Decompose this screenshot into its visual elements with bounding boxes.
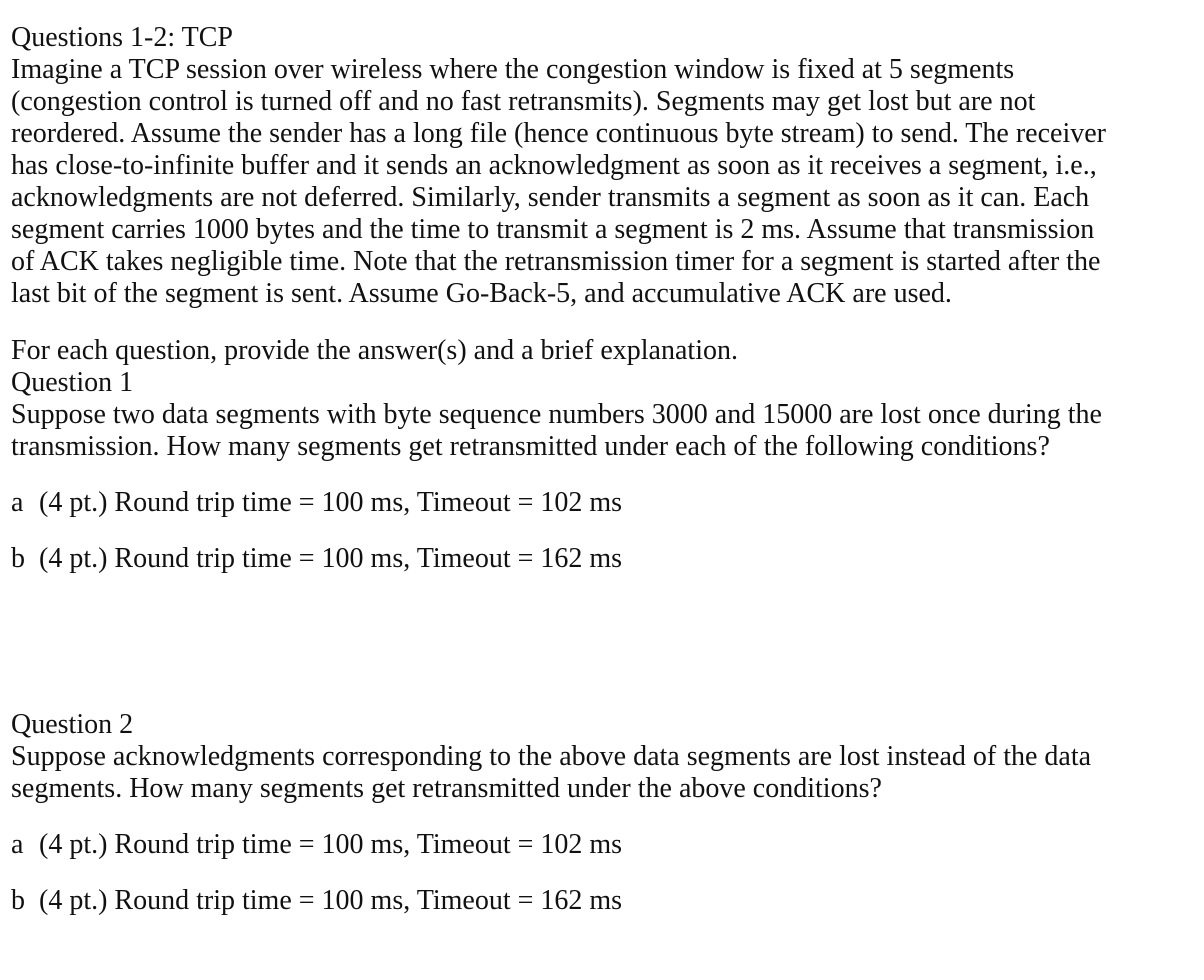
option-text: (4 pt.) Round trip time = 100 ms, Timeout = 102 ms — [39, 487, 623, 518]
intro-line: of ACK takes negligible time. Note that the retransmission timer for a segment is started after the — [11, 246, 1101, 277]
question-2-option-b — [11, 885, 1197, 917]
option-letter: b — [11, 543, 25, 574]
intro-paragraph — [11, 54, 1197, 310]
question-2-option-a — [11, 829, 1197, 861]
option-text: (4 pt.) Round trip time = 100 ms, Timeout = 162 ms — [39, 543, 623, 574]
section-title: Questions 1-2: TCP — [11, 22, 233, 53]
question-1-text-line: Suppose two data segments with byte sequence numbers 3000 and 15000 are lost once during the — [11, 399, 1102, 430]
question-2-text-line: Suppose acknowledgments corresponding to the above data segments are lost instead of the data — [11, 741, 1092, 772]
option-letter: b — [11, 885, 25, 916]
question-1-option-b — [11, 543, 1197, 575]
intro-line: last bit of the segment is sent. Assume Go-Back-5, and accumulative ACK are used. — [11, 278, 952, 309]
option-letter: a — [11, 487, 24, 518]
question-1-heading: Question 1 — [11, 367, 134, 398]
question-2-text-line: segments. How many segments get retransmitted under the above conditions? — [11, 773, 882, 804]
question-1-option-a — [11, 487, 1197, 519]
intro-line: Imagine a TCP session over wireless where the congestion window is fixed at 5 segments — [11, 54, 1015, 85]
document-page — [11, 22, 1197, 917]
intro-line: (congestion control is turned off and no fast retransmits). Segments may get lost but are not — [11, 86, 1036, 117]
option-letter: a — [11, 829, 24, 860]
option-text: (4 pt.) Round trip time = 100 ms, Timeout = 162 ms — [39, 885, 623, 916]
question-1 — [11, 367, 1197, 575]
intro-line: reordered. Assume the sender has a long file (hence continuous byte stream) to send. The receiver — [11, 118, 1106, 149]
option-text: (4 pt.) Round trip time = 100 ms, Timeout = 102 ms — [39, 829, 623, 860]
question-1-text-line: transmission. How many segments get retransmitted under each of the following conditions? — [11, 431, 1050, 462]
intro-line: has close-to-infinite buffer and it sends an acknowledgment as soon as it receives a segment, i.e., — [11, 150, 1097, 181]
intro-line: acknowledgments are not deferred. Similarly, sender transmits a segment as soon as it can. Each — [11, 182, 1090, 213]
question-2 — [11, 709, 1197, 917]
question-2-heading: Question 2 — [11, 709, 134, 740]
instructions-text: For each question, provide the answer(s) and a brief explanation. — [11, 335, 738, 366]
intro-line: segment carries 1000 bytes and the time to transmit a segment is 2 ms. Assume that transmission — [11, 214, 1095, 245]
